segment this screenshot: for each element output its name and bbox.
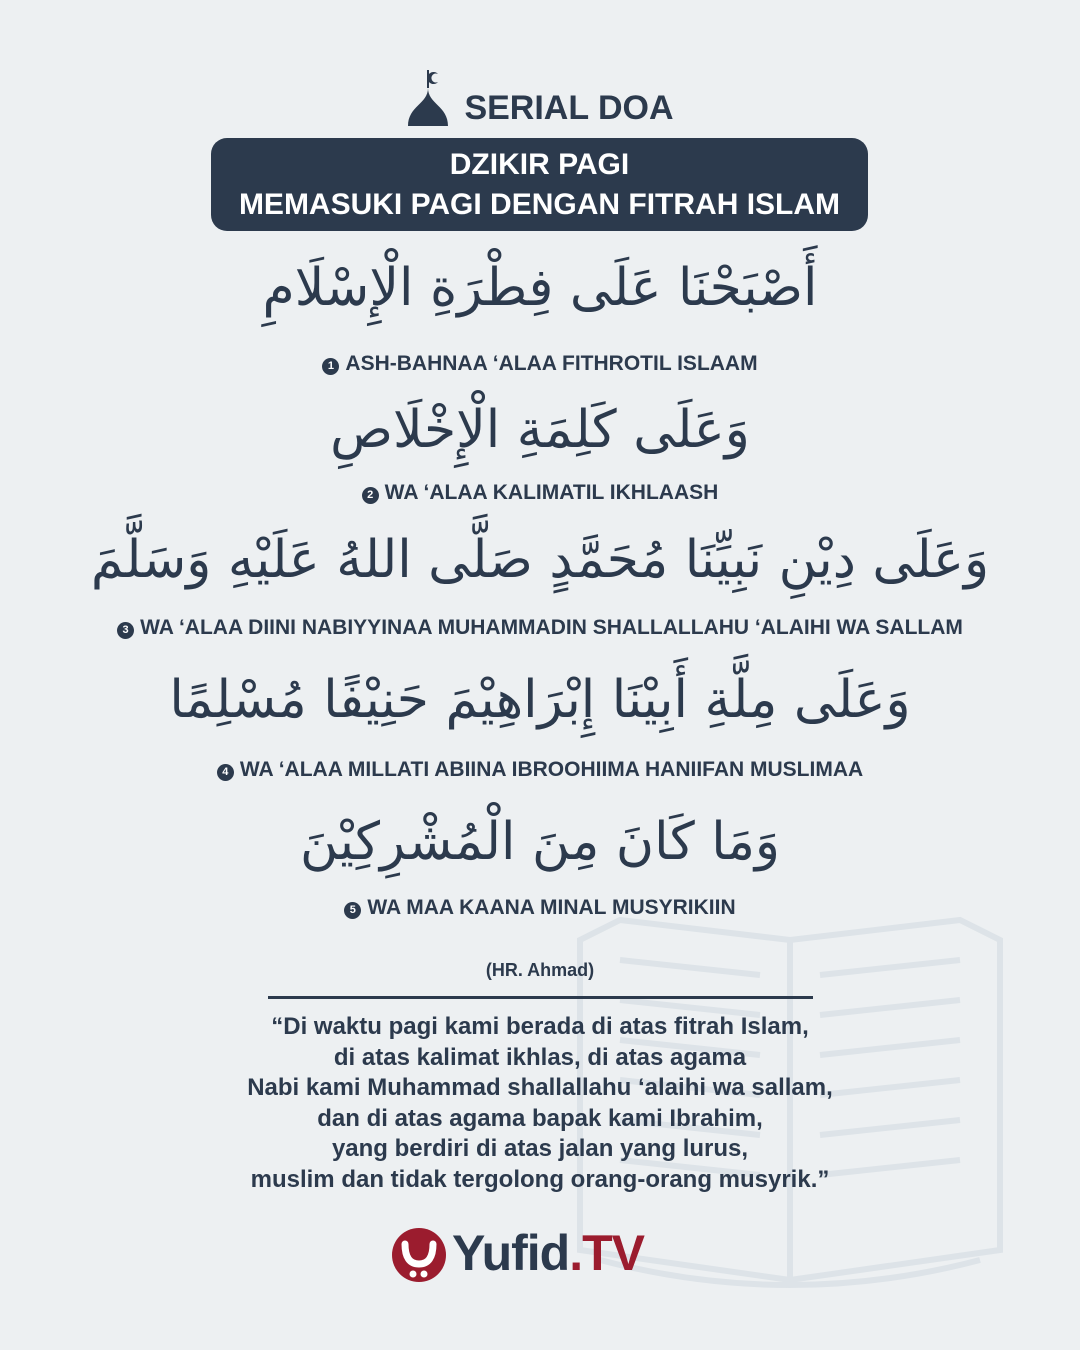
arabic-line-2: وَعَلَى كَلِمَةِ الْإِخْلَاصِ <box>330 400 750 460</box>
transliteration: WA ‘ALAA DIINI NABIYYINAA MUHAMMADIN SHALLALLAHU ‘ALAIHI WA SALLAM <box>140 616 963 639</box>
translation-line: di atas kalimat ikhlas, di atas agama <box>333 1043 747 1071</box>
title-banner <box>211 138 868 231</box>
hadith-source: (HR. Ahmad) <box>485 960 595 980</box>
number-badge: 1 <box>322 358 339 375</box>
logo-suffix: .TV <box>569 1225 645 1281</box>
latin-line-1 <box>0 352 1080 376</box>
arabic-line-1: أَصْبَحْنَا عَلَى فِطْرَةِ الْإِسْلَامِ <box>262 258 818 318</box>
number-badge: 5 <box>344 902 361 919</box>
transliteration: WA ‘ALAA MILLATI ABIINA IBROOHIIMA HANIIFAN MUSLIMAA <box>239 758 864 781</box>
translation-line: dan di atas agama bapak kami Ibrahim, <box>317 1104 763 1132</box>
number-badge: 4 <box>217 764 234 781</box>
logo-name: Yufid <box>452 1225 570 1281</box>
latin-line-2 <box>0 481 1080 505</box>
yufid-logo-icon <box>388 1222 450 1284</box>
transliteration: WA MAA KAANA MINAL MUSYRIKIIN <box>367 896 736 919</box>
divider <box>268 996 813 999</box>
translation-line: “Di waktu pagi kami berada di atas fitrah Islam, <box>271 1013 809 1040</box>
logo-text <box>452 1224 644 1282</box>
arabic-line-3: وَعَلَى دِيْنِ نَبِيِّنَا مُحَمَّدٍ صَلَّى اللهُ عَلَيْهِ وَسَلَّمَ <box>90 530 990 590</box>
latin-line-5 <box>0 896 1080 920</box>
header <box>0 66 1080 128</box>
serial-label: SERIAL DOA <box>464 89 674 127</box>
latin-line-3 <box>0 616 1080 640</box>
banner-subtitle: MEMASUKI PAGI DENGAN FITRAH ISLAM <box>238 187 841 221</box>
yufid-logo <box>388 1222 644 1284</box>
arabic-line-4: وَعَلَى مِلَّةِ أَبِيْنَا إِبْرَاهِيْمَ حَنِيْفًا مُسْلِمًا <box>169 670 911 730</box>
number-badge: 2 <box>362 487 379 504</box>
arabic-line-5: وَمَا كَانَ مِنَ الْمُشْرِكِيْنَ <box>299 812 781 872</box>
translation-line: Nabi kami Muhammad shallallahu ‘alaihi wa sallam, <box>247 1074 833 1101</box>
transliteration: WA ‘ALAA KALIMATIL IKHLAASH <box>384 481 719 504</box>
translation <box>0 1012 1080 1195</box>
number-badge: 3 <box>117 622 134 639</box>
mosque-dome-icon <box>406 66 458 128</box>
transliteration: ASH-BAHNAA ‘ALAA FITHROTIL ISLAAM <box>345 352 758 375</box>
translation-line: yang berdiri di atas jalan yang lurus, <box>331 1135 749 1162</box>
latin-line-4 <box>0 758 1080 782</box>
banner-title: DZIKIR PAGI <box>449 147 630 181</box>
translation-line: muslim dan tidak tergolong orang-orang musyrik.” <box>250 1165 830 1193</box>
